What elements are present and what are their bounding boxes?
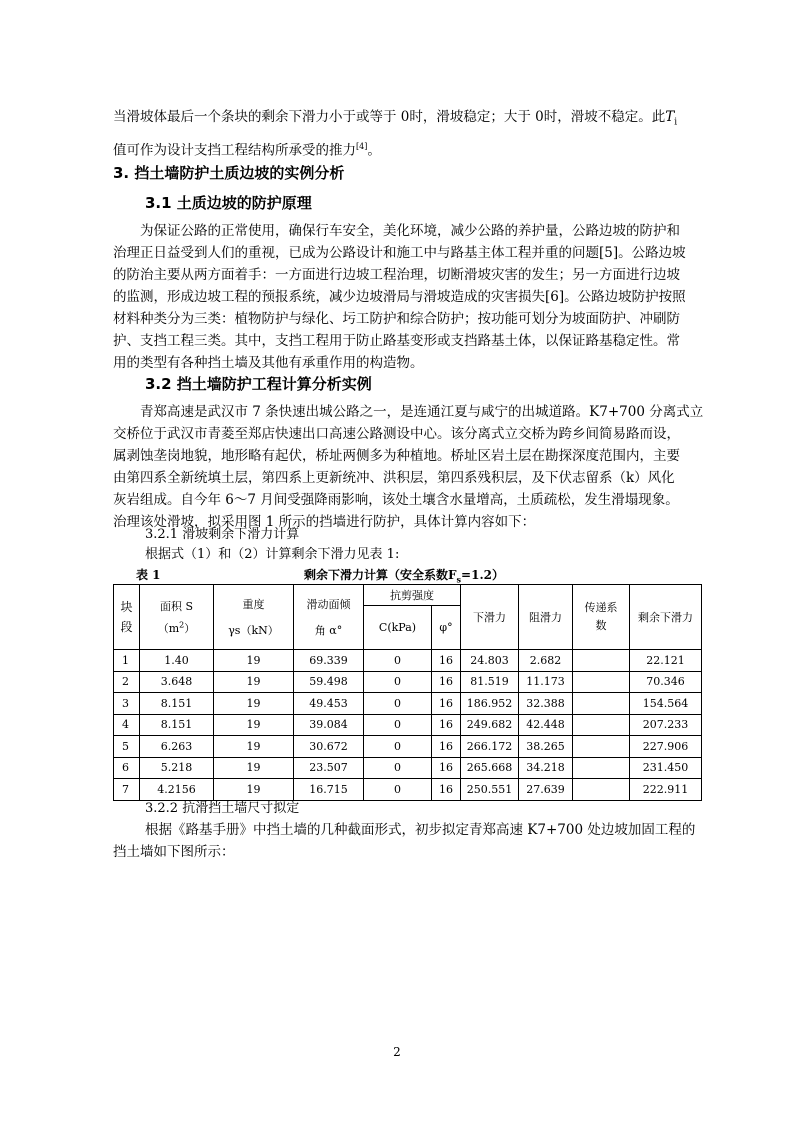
table-cell: 19 <box>214 714 294 736</box>
table-cell: 16 <box>432 714 461 736</box>
subsection-heading: 3.2 挡土墙防护工程计算分析实例 <box>145 375 372 393</box>
table-cell: 0 <box>364 736 432 758</box>
table-cell: 0 <box>364 671 432 693</box>
table-cell: 59.498 <box>294 671 364 693</box>
table-cell <box>573 714 630 736</box>
table-cell: 8.151 <box>140 714 214 736</box>
paragraph-line: 治理正日益受到人们的重视，已成为公路设计和施工中与路基主体工程并重的问题[5]。公路边坡 <box>113 245 686 261</box>
table-cell: 16 <box>432 693 461 715</box>
table-row <box>114 779 702 801</box>
table-cell <box>573 736 630 758</box>
table-row <box>114 693 702 715</box>
table-cell: 16.715 <box>294 779 364 801</box>
table-caption <box>304 566 504 584</box>
table-cell: 19 <box>214 693 294 715</box>
table-cell: 16 <box>432 671 461 693</box>
unit-text: （m <box>157 622 180 635</box>
table-cell: 4.2156 <box>140 779 214 801</box>
text-span: 值可作为设计支挡工程结构所承受的推力 <box>113 142 356 159</box>
table-row <box>114 757 702 779</box>
header-phi: φ° <box>432 606 461 650</box>
table-cell: 24.803 <box>461 650 519 672</box>
table-cell: 23.507 <box>294 757 364 779</box>
table-cell: 16 <box>432 757 461 779</box>
table-cell: 49.453 <box>294 693 364 715</box>
table-cell: 231.450 <box>630 757 702 779</box>
subsubsection-heading: 3.2.1 滑坡剩余下滑力计算 <box>145 527 300 542</box>
table-cell <box>573 779 630 801</box>
table-cell: 222.911 <box>630 779 702 801</box>
paragraph-line: 材料种类分为三类：植物防护与绿化、圬工防护和综合防护；按功能可划分为坡面防护、冲刷防 <box>113 311 680 327</box>
paragraph-line: 为保证公路的正常使用，确保行车安全，美化环境，减少公路的养护量，公路边坡的防护和 <box>140 223 680 239</box>
header-cohesion: C(kPa) <box>364 606 432 650</box>
table-cell <box>573 671 630 693</box>
paragraph-line: 护、支挡工程三类。其中，支挡工程用于防止路基变形或支挡路基土体，以保证路基稳定性。常 <box>113 333 680 349</box>
caption-subscript: s <box>456 574 462 585</box>
table-cell: 16 <box>432 736 461 758</box>
table-cell: 19 <box>214 779 294 801</box>
table-cell: 19 <box>214 757 294 779</box>
table-cell: 0 <box>364 757 432 779</box>
text-span: 当滑坡体最后一个条块的剩余下滑力小于或等于 0时，滑坡稳定；大于 0时，滑坡不稳定。此 <box>113 109 666 125</box>
table-cell: 19 <box>214 650 294 672</box>
paragraph-line <box>113 108 703 132</box>
header-weight <box>214 585 294 650</box>
table-cell: 30.672 <box>294 736 364 758</box>
table-cell: 32.388 <box>519 693 573 715</box>
table-cell: 0 <box>364 714 432 736</box>
table-cell: 227.906 <box>630 736 702 758</box>
paragraph-line: 灰岩组成。自今年 6～7 月间受强降雨影响，该处土壤含水量增高，土质疏松，发生滑塌现象。 <box>113 492 679 508</box>
table-cell: 34.218 <box>519 757 573 779</box>
table-cell: 0 <box>364 693 432 715</box>
header-unit: 角 α° <box>314 624 343 637</box>
table-cell: 69.339 <box>294 650 364 672</box>
paragraph-line: 挡土墙如下图所示： <box>113 844 235 860</box>
table-cell: 19 <box>214 736 294 758</box>
header-text: 滑动面倾 <box>306 598 351 611</box>
table-cell: 3 <box>114 693 140 715</box>
header-unit <box>140 620 213 636</box>
unit-sup: 2 <box>179 620 185 630</box>
table-row <box>114 736 702 758</box>
variable-t: T <box>665 109 675 125</box>
variable-subscript: i <box>674 117 678 128</box>
subsection-heading: 3.1 土质边坡的防护原理 <box>145 194 312 212</box>
table-cell <box>573 757 630 779</box>
header-unit: γs（kN） <box>228 624 279 637</box>
table-cell: 207.233 <box>630 714 702 736</box>
paragraph-line: 由第四系全新统填土层，第四系上更新统冲、洪积层，第四系残积层，及下伏志留系（k）风化 <box>113 470 675 486</box>
paragraph-line: 青郑高速是武汉市 7 条快速出城公路之一，是连通江夏与咸宁的出城道路。K7+700 分离式立 <box>140 404 704 420</box>
table-row <box>114 714 702 736</box>
table-cell: 250.551 <box>461 779 519 801</box>
table-cell: 265.668 <box>461 757 519 779</box>
table-cell: 5.218 <box>140 757 214 779</box>
table-cell: 19 <box>214 671 294 693</box>
paragraph-line: 属剥蚀垄岗地貌，地形略有起伏，桥址两侧多为种植地。桥址区岩土层在勘探深度范围内，主要 <box>113 448 680 464</box>
table-cell: 2 <box>114 671 140 693</box>
table-cell: 1.40 <box>140 650 214 672</box>
table-cell: 249.682 <box>461 714 519 736</box>
header-remaining: 剩余下滑力 <box>630 585 702 650</box>
caption-text: 剩余下滑力计算（安全系数F <box>304 568 457 582</box>
table-cell: 6 <box>114 757 140 779</box>
section-heading: 3. 挡土墙防护土质边坡的实例分析 <box>113 164 345 182</box>
table-cell: 22.121 <box>630 650 702 672</box>
paragraph-line: 用的类型有各种挡土墙及其他有承重作用的构造物。 <box>113 355 424 371</box>
table-cell: 266.172 <box>461 736 519 758</box>
paragraph-line: 交桥位于武汉市青菱至郑店快速出口高速公路测设中心。该分离式立交桥为跨乡间简易路而设， <box>113 426 680 442</box>
text-span: 。 <box>367 142 381 159</box>
caption-text: =1.2） <box>461 568 504 582</box>
table-cell: 5 <box>114 736 140 758</box>
table-cell <box>573 650 630 672</box>
table-cell: 4 <box>114 714 140 736</box>
table-cell: 2.682 <box>519 650 573 672</box>
table-cell <box>573 693 630 715</box>
header-slide-angle <box>294 585 364 650</box>
header-text: 重度 <box>242 598 265 611</box>
header-block: 块 段 <box>114 585 140 650</box>
table-cell: 38.265 <box>519 736 573 758</box>
sliding-force-table <box>113 584 702 801</box>
page-number: 2 <box>393 1045 401 1059</box>
header-transfer: 传递系 数 <box>573 585 630 650</box>
table-cell: 186.952 <box>461 693 519 715</box>
table-intro: 根据式（1）和（2）计算剩余下滑力见表 1: <box>145 547 400 562</box>
citation-ref: [4] <box>356 142 368 151</box>
paragraph-line: 的监测，形成边坡工程的预报系统，减少边坡滑局与滑坡造成的灾害损失[6]。公路边坡防护按照 <box>113 289 686 305</box>
header-area <box>140 585 214 650</box>
table-row <box>114 650 702 672</box>
table-label: 表 1 <box>136 568 161 582</box>
table-cell: 154.564 <box>630 693 702 715</box>
table-cell: 0 <box>364 650 432 672</box>
table-cell: 8.151 <box>140 693 214 715</box>
header-resist-force: 阻滑力 <box>519 585 573 650</box>
table-cell: 39.084 <box>294 714 364 736</box>
table-cell: 27.639 <box>519 779 573 801</box>
table-cell: 3.648 <box>140 671 214 693</box>
header-text: 面积 S <box>159 600 194 613</box>
paragraph-line <box>113 138 703 160</box>
table-cell: 16 <box>432 650 461 672</box>
table-cell: 42.448 <box>519 714 573 736</box>
table-cell: 16 <box>432 779 461 801</box>
table-cell: 70.346 <box>630 671 702 693</box>
unit-text: ） <box>184 622 196 635</box>
table-cell: 81.519 <box>461 671 519 693</box>
paragraph-line: 根据《路基手册》中挡土墙的几种截面形式，初步拟定青郑高速 K7+700 处边坡加固工程的 <box>145 822 696 838</box>
header-shear: 抗剪强度 <box>364 585 461 606</box>
subsubsection-heading: 3.2.2 抗滑挡土墙尺寸拟定 <box>145 801 300 816</box>
table-cell: 6.263 <box>140 736 214 758</box>
table-cell: 1 <box>114 650 140 672</box>
table-body <box>114 650 702 801</box>
table-cell: 0 <box>364 779 432 801</box>
paragraph-line: 治理该处滑坡，拟采用图 1 所示的挡墙进行防护，具体计算内容如下： <box>113 514 536 530</box>
table-cell: 11.173 <box>519 671 573 693</box>
table-row <box>114 671 702 693</box>
header-down-force: 下滑力 <box>461 585 519 650</box>
table-cell: 7 <box>114 779 140 801</box>
paragraph-line: 的防治主要从两方面着手：一方面进行边坡工程治理，切断滑坡灾害的发生；另一方面进行边坡 <box>113 267 680 283</box>
